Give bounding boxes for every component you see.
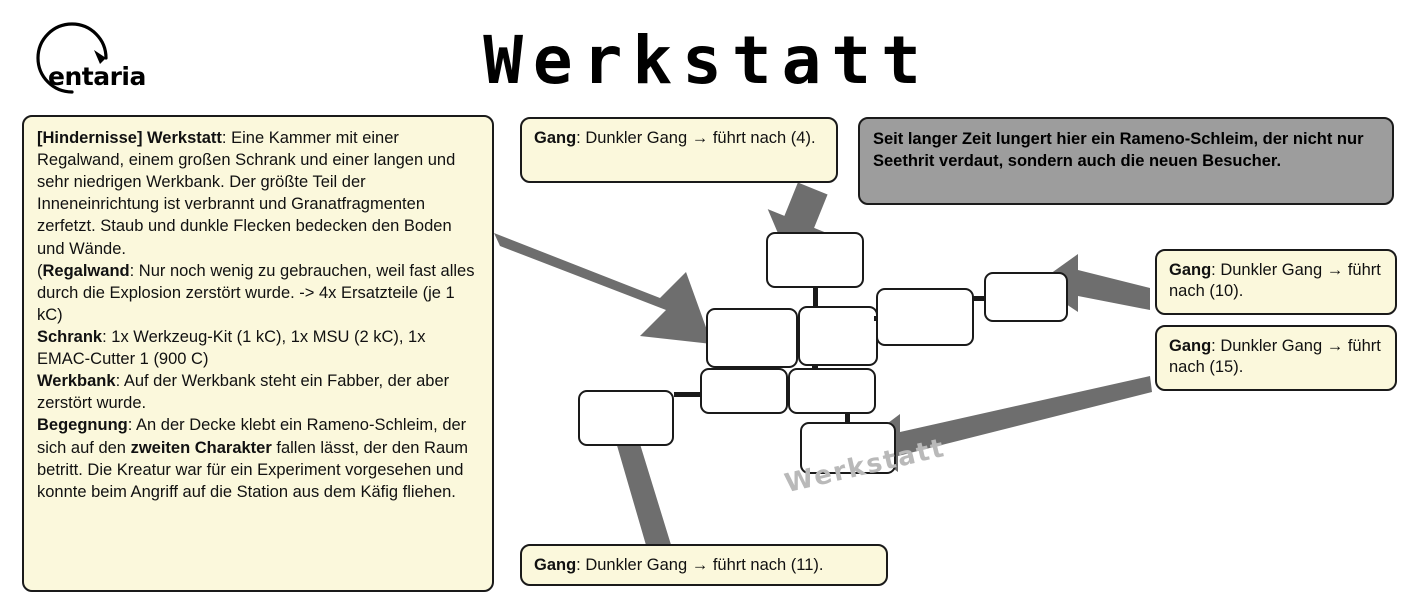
callout-bold-schrank: Schrank [37,327,103,346]
label-gang-15: Gang [1169,337,1212,355]
callout-paragraph-regalwand [37,260,479,326]
page-title: Werkstatt [483,22,931,99]
sep-3: : [115,372,124,391]
room-lower-b [788,368,876,414]
callout-paragraph-begegnung [37,414,479,502]
callout-gang-4 [520,117,838,183]
text-gang-10: : Dunkler Gang → führt nach (10). [1169,261,1381,301]
room-north [766,232,864,288]
room-east [984,272,1068,322]
callout-text-werkbank: Auf der Werkbank steht ein Fabber, der aber zerstört wurde. [37,372,450,413]
callout-gang-10 [1155,249,1397,315]
callout-text-begegnung-1: An der Decke klebt ein Rameno-Schleim, der sich auf den [37,416,467,457]
sep-4: : [127,416,137,435]
map-area-label: Werkstatt [782,433,949,500]
text-gang-4: : Dunkler Gang → führt nach (4). [576,129,816,147]
callout-text-intro: Eine Kammer mit einer Regalwand, einem großen Schrank und einer langen und sehr niedrigen Werkbank. Der größte Teil der Inneneinrichtung ist verbrannt und Granatfragmenten zerfetzt. Staub und dunkle Flecken bedecken den Boden und Wände. [37,129,456,258]
callout-bold-werkbank: Werkbank [37,372,116,391]
callout-bold-hindernisse: [Hindernisse] Werkstatt [37,129,222,147]
callout-paragraph-intro [37,127,479,260]
callout-gang-11 [520,544,888,586]
callout-text-schrank: 1x Werkzeug-Kit (1 kC), 1x MSU (2 kC), 1x EMAC-Cutter 1 (900 C) [37,327,426,369]
callout-text-regalwand: Nur noch wenig zu gebrauchen, weil fast alles durch die Explosion zerstört wurde. -> 4x Ersatzteile (je 1 kC) [37,261,475,324]
prefix-paren: ( [37,261,43,280]
room-center-a [706,308,798,368]
logo-wordmark: entaria [48,62,146,91]
callout-bold-regalwand: Regalwand [42,261,130,280]
room-center-c [876,288,974,346]
sep-1: : [129,261,139,280]
room-west [578,390,674,446]
callout-note-rameno: Seit langer Zeit lungert hier ein Rameno-Schleim, der nicht nur Seethrit verdaut, sondern auch die neuen Besucher. [858,117,1394,205]
label-gang-4: Gang [534,129,577,147]
callout-main-description [22,115,494,592]
callout-bold-zweiter-charakter: zweiten Charakter [130,438,272,457]
sep-2: : [102,327,112,346]
sep-0: : [221,129,232,147]
room-lower-a [700,368,788,414]
callout-paragraph-werkbank [37,370,479,414]
label-gang-10: Gang [1169,261,1212,279]
callout-gang-15 [1155,325,1397,391]
callout-paragraph-schrank [37,326,479,370]
room-center-b [798,306,878,366]
text-gang-11: : Dunkler Gang → führt nach (11). [576,556,824,574]
label-gang-11: Gang [534,556,577,574]
callout-bold-begegnung: Begegnung [37,416,128,435]
corridor-west [674,392,702,397]
callout-text-begegnung-2: fallen lässt, der den Raum betritt. Die Kreatur war für ein Experiment vorgesehen und konnte beim Angriff auf die Station aus dem Käfig fliehen. [37,438,469,501]
text-gang-15: : Dunkler Gang → führt nach (15). [1169,337,1381,377]
